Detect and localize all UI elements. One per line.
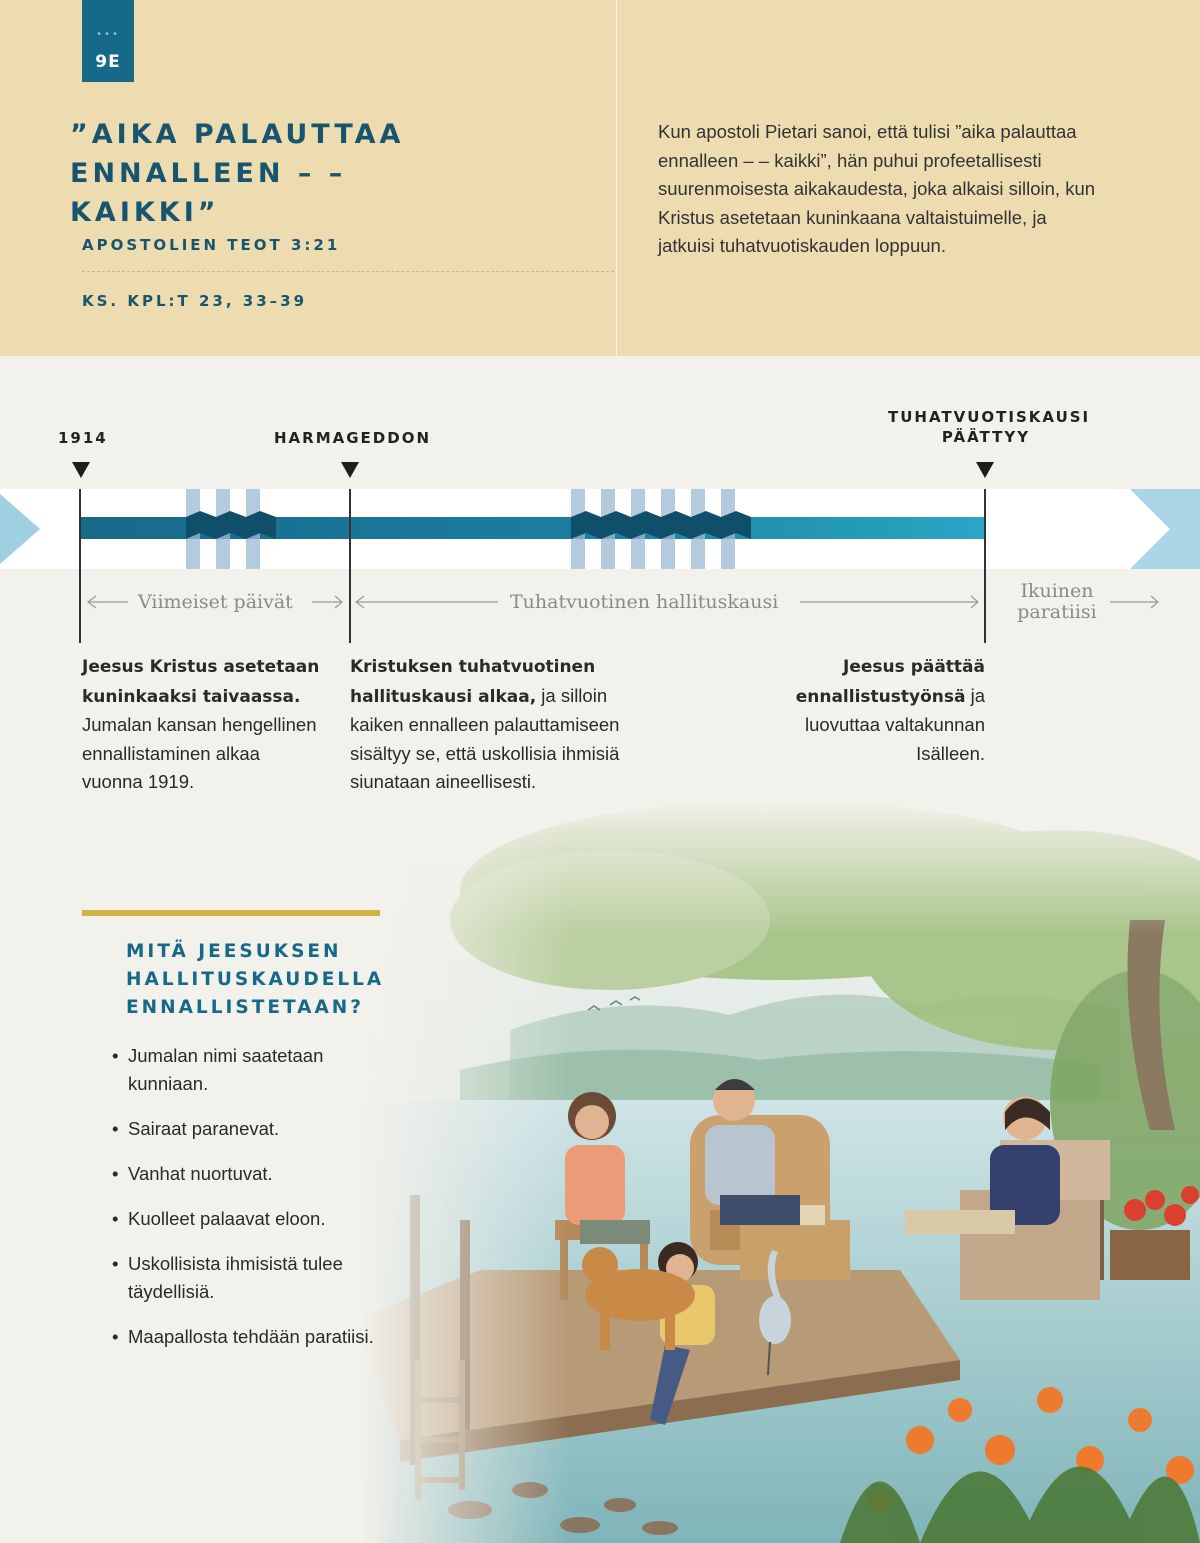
- restoration-list: [112, 1042, 382, 1368]
- list-item: • Jumalan nimi saatetaan kunniaan.: [112, 1042, 382, 1098]
- restoration-list-box: [82, 910, 385, 1410]
- page-title: ”AIKA PALAUTTAA ENNALLEEN – – KAIKKI”: [70, 119, 405, 228]
- header-panel: [0, 0, 1200, 356]
- marker-label-millennium-end: TUHATVUOTISKAUSI PÄÄTTYY: [888, 408, 1091, 446]
- event-millennium-end-bold: Jeesus päättää ennallistustyönsä: [795, 657, 985, 707]
- event-armageddon: [350, 652, 660, 797]
- list-item: • Sairaat paranevat.: [112, 1115, 382, 1143]
- event-armageddon-bold: Kristuksen tuhatvuotinen hallituskausi alkaa,: [350, 657, 596, 707]
- period-last-days: Viimeiset päivät: [138, 591, 293, 613]
- scripture-reference: APOSTOLIEN TEOT 3:21: [82, 236, 341, 254]
- event-millennium-end-text: ja luovuttaa valtakunnan Isälleen.: [805, 684, 985, 764]
- arrow-millennium-right: [800, 596, 978, 608]
- marker-triangle-1914: [72, 462, 90, 478]
- arrow-last-days-left: [88, 596, 128, 608]
- event-1914-text: Jumalan kansan hengellinen ennallistaminen alkaa vuonna 1919.: [82, 714, 317, 792]
- list-item: • Uskollisista ihmisistä tulee täydellisiä.: [112, 1250, 382, 1306]
- arrow-paradise-right: [1110, 596, 1158, 608]
- period-everlasting-paradise: Ikuinen paratiisi: [1017, 580, 1097, 623]
- event-1914: [82, 652, 322, 797]
- event-millennium-end: [780, 652, 985, 768]
- marker-label-1914: 1914: [58, 429, 108, 447]
- dotted-divider: [82, 271, 614, 272]
- arrow-last-days-right: [312, 596, 342, 608]
- period-millennial-reign: Tuhatvuotinen hallituskausi: [510, 591, 779, 613]
- list-item: • Vanhat nuortuvat.: [112, 1160, 382, 1188]
- arrow-millennium-left: [356, 596, 498, 608]
- paradise-illustration: [360, 800, 1200, 1543]
- box-gold-rule: [82, 910, 380, 916]
- marker-label-armageddon: HARMAGEDDON: [274, 429, 432, 447]
- header-divider: [616, 0, 617, 356]
- marker-triangle-armageddon: [341, 462, 359, 478]
- badge-label: 9E: [95, 52, 121, 72]
- see-also-reference: KS. KPL:T 23, 33–39: [82, 292, 308, 310]
- badge-dots: •••: [96, 29, 120, 40]
- event-armageddon-text: ja silloin kaiken ennalleen palauttamiseen sisältyy se, että uskollisia ihmisiä siunataan aineellisesti.: [350, 684, 620, 792]
- list-item: • Maapallosta tehdään paratiisi.: [112, 1323, 382, 1351]
- marker-triangle-millennium-end: [976, 462, 994, 478]
- list-item: • Kuolleet palaavat eloon.: [112, 1205, 382, 1233]
- section-badge: [82, 0, 134, 82]
- box-title: MITÄ JEESUKSEN HALLITUSKAUDELLA ENNALLISTETAAN?: [126, 941, 385, 1018]
- intro-paragraph: Kun apostoli Pietari sanoi, että tulisi ”aika palauttaa ennalleen – – kaikki”, hän puhui profeetallisesti suurenmoisesta aikakaudesta, joka alkaisi silloin, kun Kristus asetetaan kuninkaana valtaistuimelle, ja jatkuisi tuhatvuotiskauden loppuun.: [658, 121, 1096, 256]
- timeline-band: [0, 489, 1200, 569]
- event-1914-bold: Jeesus Kristus asetetaan kuninkaaksi taivaassa.: [82, 657, 320, 707]
